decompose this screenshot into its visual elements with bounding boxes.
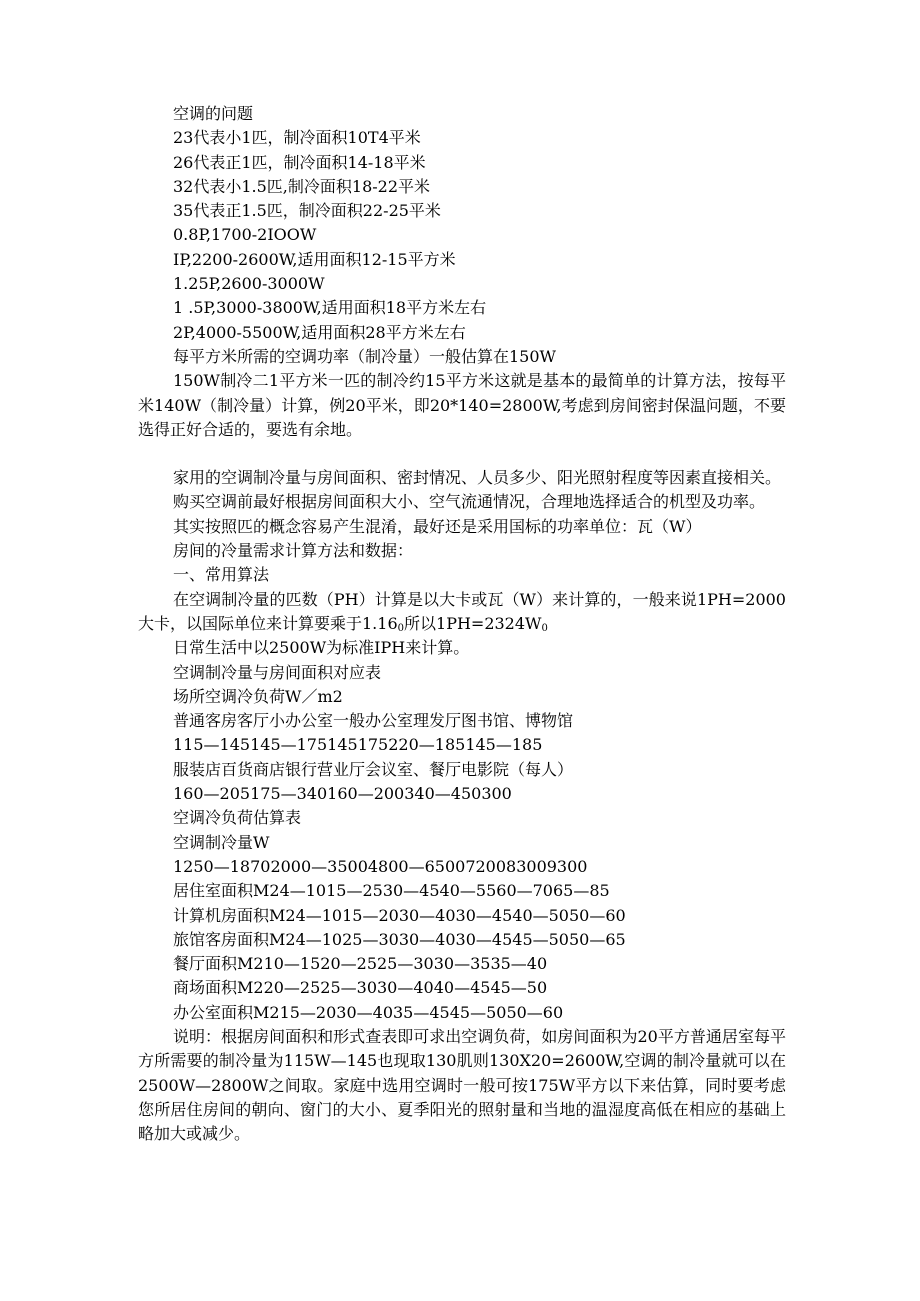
subscript: 0 <box>397 622 405 634</box>
text-line: 餐厅面积M210—1520—2525—3030—3535—40 <box>173 954 548 974</box>
text-line: 2P,4000-5500W,适用面积28平方米左右 <box>173 322 466 342</box>
text-line: 日常生活中以2500W为标准IPH来计算。 <box>173 638 470 658</box>
text-line: 其实按照匹的概念容易产生混淆，最好还是采用国标的功率单位：瓦（W） <box>173 516 702 536</box>
paragraph-ph-unit <box>138 588 786 637</box>
heading-ac-questions: 空调的问题 <box>173 104 254 123</box>
text-line: 场所空调冷负荷W／m2 <box>173 686 343 706</box>
text-line: 办公室面积M215—2030—4035—4545—5050—60 <box>173 1002 564 1022</box>
text-span: 所以1PH=2324W <box>404 613 542 633</box>
text-line: 1250—18702000—35004800—6500720083009300 <box>173 856 588 876</box>
text-line: 商场面积M220—2525—3030—4040—4545—50 <box>173 978 548 998</box>
text-line: 1 .5P,3000-3800W,适用面积18平方米左右 <box>173 298 487 318</box>
paragraph-explanation: 说明：根据房间面积和形式查表即可求出空调负荷，如房间面积为20平方普通居室每平方所需要的制冷量为115W—145也现取130肌则130X20=2600W,空调的制冷量就可以在2500W—2800W之间取。家庭中选用空调时一般可按175W平方以下来估算，同时要考虑您所居住房间的朝向、窗门的大小、夏季阳光的照射量和当地的温湿度高低在相应的基础上略加大或减少。 <box>138 1026 786 1144</box>
text-line: 服装店百货商店银行营业厅会议室、餐厅电影院（每人） <box>173 759 574 779</box>
text-line: 每平方米所需的空调功率（制冷量）一般估算在150W <box>173 346 556 366</box>
text-line: 计算机房面积M24—1015—2030—4030—4540—5050—60 <box>173 905 626 925</box>
text-line: 居住室面积M24—1015—2530—4540—5560—7065—85 <box>173 881 610 901</box>
text-line: 购买空调前最好根据房间面积大小、空气流通情况，合理地选择适合的机型及功率。 <box>173 492 766 512</box>
text-line: 1.25P,2600-3000W <box>173 274 325 294</box>
text-span: 在空调制冷量的匹数（PH）计算是以大卡或瓦（W）来计算的，一般来说1PH=2000大卡，以国际单位来计算要乘于1.16 <box>138 589 786 633</box>
text-line: 空调制冷量W <box>173 832 270 852</box>
text-line: 0.8P,1700-2IOOW <box>173 225 317 245</box>
text-line: IP,2200-2600W,适用面积12-15平方米 <box>173 249 456 269</box>
text-line: 23代表小1匹，制冷面积10T4平米 <box>173 128 421 148</box>
paragraph-calculation: 150W制冷二1平方米一匹的制冷约15平方米这就是基本的最简单的计算方法，按每平米140W（制冷量）计算，例20平米，即20*140=2800W,考虑到房间密封保温问题，不要选得正好合适的，要选有余地。 <box>138 371 786 439</box>
text-line: 32代表小1.5匹,制冷面积18-22平米 <box>173 176 431 196</box>
paragraph-gap <box>138 442 786 466</box>
text-line: 115—145145—175145175220—185145—185 <box>173 735 543 755</box>
text-line: 普通客房客厅小办公室一般办公室理发厅图书馆、博物馆 <box>173 711 574 731</box>
text-line: 26代表正1匹，制冷面积14-18平米 <box>173 152 426 172</box>
table-title-load: 空调冷负荷估算表 <box>173 808 302 828</box>
paragraph-factors: 家用的空调制冷量与房间面积、密封情况、人员多少、阳光照射程度等因素直接相关。 <box>173 468 782 488</box>
text-line: 160—205175—340160—200340—450300 <box>173 784 512 804</box>
document-body <box>138 102 786 1146</box>
section-heading-common-method: 一、常用算法 <box>173 565 270 585</box>
table-title-area: 空调制冷量与房间面积对应表 <box>173 662 382 682</box>
text-line: 旅馆客房面积M24—1025—3030—4030—4545—5050—65 <box>173 929 626 949</box>
text-line: 房间的冷量需求计算方法和数据： <box>173 541 414 561</box>
text-line: 35代表正1.5匹，制冷面积22-25平米 <box>173 201 441 221</box>
subscript: 0 <box>541 622 548 634</box>
